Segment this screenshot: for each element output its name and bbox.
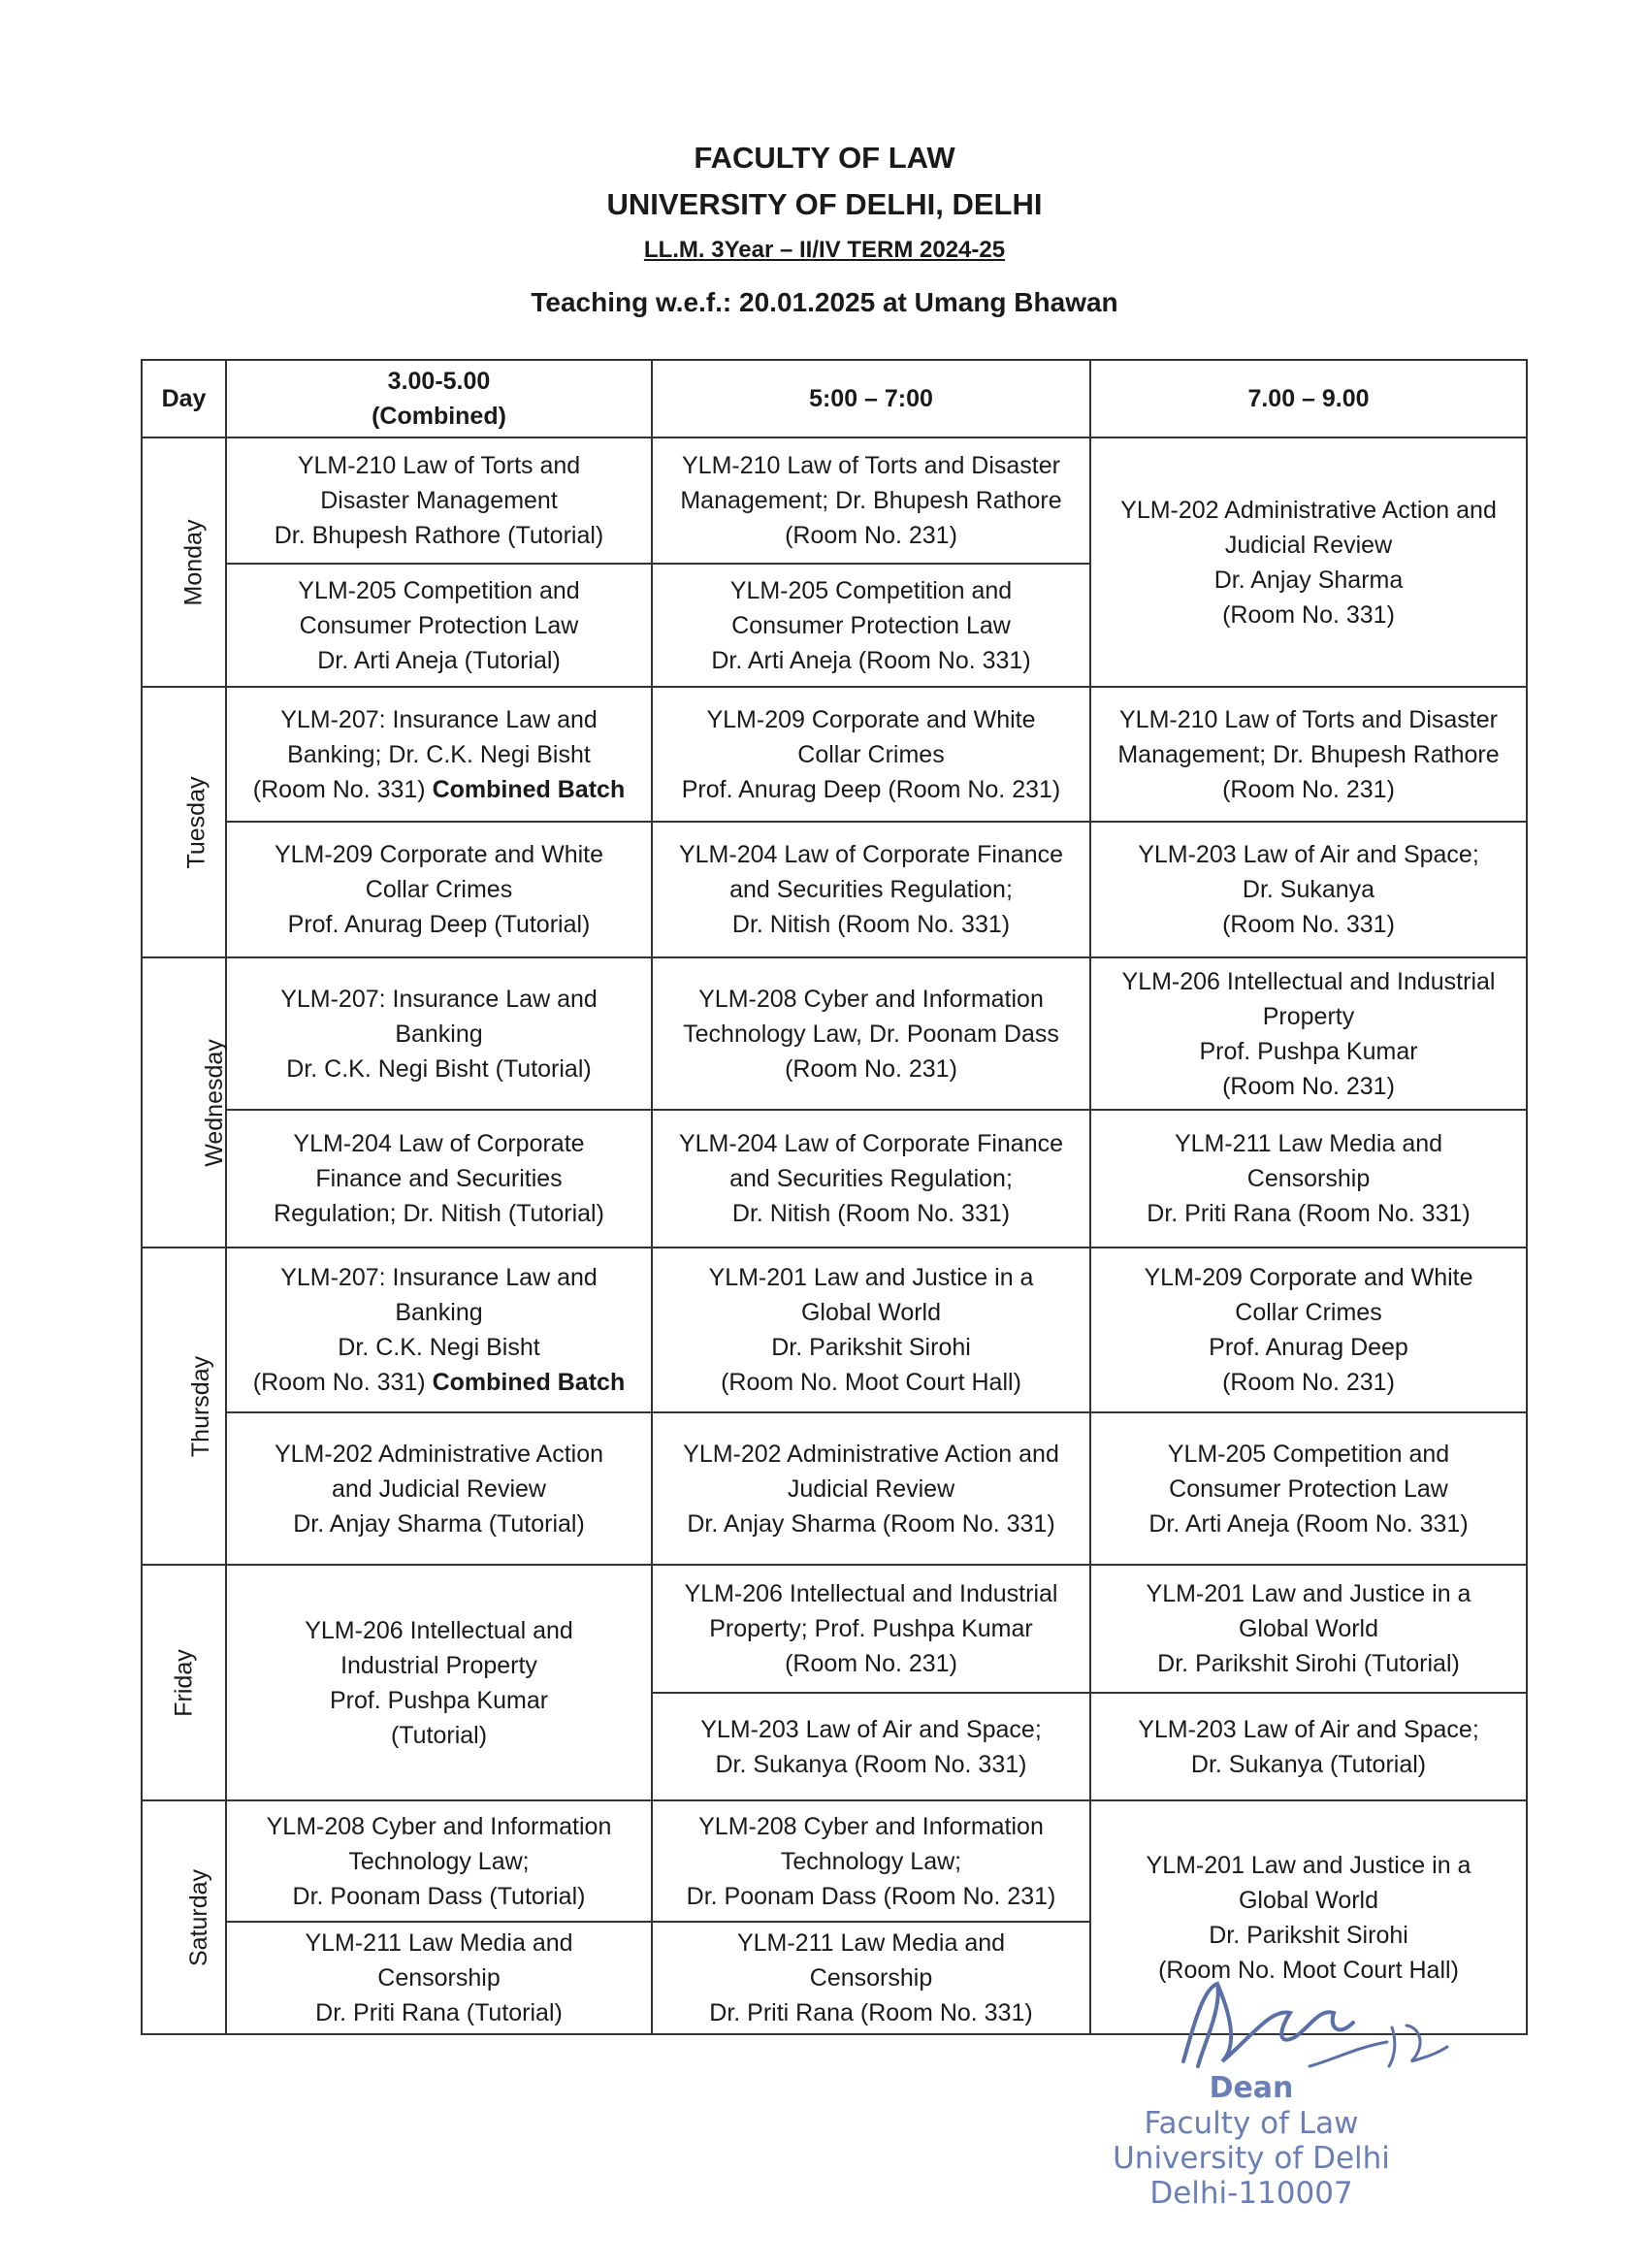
- cell-line: and Securities Regulation;: [729, 1165, 1013, 1192]
- cell: [1090, 437, 1527, 687]
- cell-line: (Room No. Moot Court Hall): [1158, 1956, 1459, 1984]
- cell: [652, 1922, 1090, 2034]
- slot1-time: 3.00-5.00: [387, 368, 491, 395]
- cell-line: YLM-202 Administrative Action and: [683, 1440, 1059, 1468]
- thursday-row-2: [142, 1412, 1527, 1565]
- day-thursday: Thursday: [142, 1247, 226, 1565]
- cell-line: Dr. Arti Aneja (Tutorial): [317, 646, 561, 674]
- cell-line: Technology Law, Dr. Poonam Dass: [683, 1020, 1059, 1048]
- cell: [652, 1800, 1090, 1922]
- cell-line: Consumer Protection Law: [1169, 1474, 1448, 1503]
- cell-line: YLM-211 Law Media and: [1174, 1130, 1443, 1157]
- combined-batch-label: Combined Batch: [432, 775, 626, 803]
- day-friday: Friday: [142, 1565, 226, 1800]
- cell-line: Collar Crimes: [797, 740, 945, 768]
- cell-line: Management; Dr. Bhupesh Rathore: [1117, 740, 1500, 768]
- cell-line: Finance and Securities: [315, 1165, 563, 1192]
- cell-line: YLM-205 Competition and: [729, 576, 1013, 604]
- cell-line: YLM-201 Law and Justice in a: [708, 1264, 1034, 1291]
- cell-line: Prof. Anurag Deep (Room No. 231): [681, 775, 1061, 803]
- cell-line: (Room No. 231): [785, 1650, 957, 1677]
- cell-line: (Room No. 231): [785, 1054, 957, 1083]
- tuesday-row-2: [142, 822, 1527, 957]
- cell-line: Prof. Anurag Deep: [1209, 1334, 1408, 1361]
- friday-row-1: [142, 1565, 1527, 1693]
- day-header: Day: [142, 360, 226, 437]
- cell-line: Dr. Nitish (Room No. 331): [731, 1200, 1011, 1227]
- cell-line: Dr. Nitish (Room No. 331): [731, 911, 1011, 938]
- cell-line: Technology Law;: [780, 1847, 962, 1875]
- cell-line: YLM-201 Law and Justice in a: [1146, 1851, 1471, 1879]
- cell-line: Dr. Poonam Dass (Tutorial): [292, 1882, 586, 1910]
- cell-line: YLM-205 Competition and: [298, 576, 580, 604]
- cell: [1090, 1247, 1527, 1412]
- cell: [652, 564, 1090, 687]
- cell-line: Industrial Property: [340, 1651, 537, 1679]
- cell-line: YLM-210 Law of Torts and Disaster: [681, 452, 1060, 479]
- cell-line: YLM-208 Cyber and Information: [698, 1812, 1044, 1840]
- cell-line: Dr. Priti Rana (Room No. 331): [709, 1999, 1033, 2026]
- cell-line: (Room No. 231): [1222, 775, 1395, 803]
- cell: [652, 437, 1090, 564]
- wednesday-row-2: [142, 1110, 1527, 1247]
- cell-line: YLM-209 Corporate and White: [1144, 1264, 1473, 1291]
- monday-row-1: [142, 437, 1527, 564]
- cell-line: YLM-208 Cyber and Information: [266, 1812, 612, 1840]
- teaching-date: Teaching w.e.f.: 20.01.2025 at Umang Bhawan: [531, 287, 1118, 317]
- cell-line: Global World: [1238, 1886, 1379, 1914]
- cell: YLM-207: Insurance Law and Banking; Dr. C.K. Negi Bisht (Room No. 331) Combined Batch: [226, 687, 652, 822]
- cell: [652, 1412, 1090, 1565]
- cell-line: YLM-206 Intellectual and Industrial: [1121, 967, 1496, 995]
- cell: [1090, 1693, 1527, 1800]
- cell-line: YLM-203 Law of Air and Space;: [1138, 1715, 1479, 1743]
- day-tuesday: Tuesday: [142, 687, 226, 957]
- slot1-note: (Combined): [372, 403, 506, 430]
- cell: [226, 822, 652, 957]
- cell: [1090, 1565, 1527, 1693]
- cell-line: Censorship: [809, 1964, 933, 1992]
- cell-line: Dr. Anjay Sharma (Tutorial): [293, 1509, 585, 1538]
- faculty-title: FACULTY OF LAW: [694, 141, 955, 175]
- cell-line: Global World: [1238, 1615, 1379, 1642]
- tuesday-row-1: [142, 687, 1527, 822]
- cell-line: YLM-203 Law of Air and Space;: [1138, 841, 1479, 868]
- cell-line: and Securities Regulation;: [729, 876, 1013, 903]
- cell-line: YLM-211 Law Media and: [305, 1929, 573, 1957]
- cell-line: (Room No. 231): [785, 522, 957, 549]
- cell-line: Dr. Priti Rana (Tutorial): [315, 1999, 563, 2026]
- day-monday: Monday: [142, 437, 226, 687]
- cell-line: YLM-210 Law of Torts and: [297, 452, 581, 479]
- cell-line: Property; Prof. Pushpa Kumar: [709, 1615, 1033, 1642]
- cell-line: YLM-204 Law of Corporate Finance: [678, 1130, 1064, 1157]
- cell-line: Dr. Sukanya: [1242, 876, 1375, 903]
- cell-line: Dr. Arti Aneja (Room No. 331): [711, 646, 1031, 674]
- signature-block: [1048, 1969, 1455, 2241]
- timetable: [141, 359, 1528, 2035]
- day-wednesday: Wednesday: [142, 957, 226, 1247]
- cell-line: (Tutorial): [390, 1721, 488, 1749]
- term-title: LL.M. 3Year – II/IV TERM 2024-25: [643, 237, 1006, 263]
- cell-line: YLM-209 Corporate and White: [274, 841, 604, 868]
- cell-line: (Room No. 331): [1222, 911, 1395, 938]
- cell-line: Management; Dr. Bhupesh Rathore: [680, 487, 1062, 514]
- cell: [1090, 687, 1527, 822]
- cell: [652, 1693, 1090, 1800]
- handwritten-signature: [1164, 1969, 1455, 2086]
- cell-line: YLM-207: Insurance Law and: [280, 985, 598, 1013]
- slot2-header: 5:00 – 7:00: [652, 360, 1090, 437]
- cell-line: (Room No. 331): [1222, 600, 1395, 629]
- cell-line: Dr. Bhupesh Rathore (Tutorial): [274, 522, 604, 549]
- cell-line: Dr. C.K. Negi Bisht (Tutorial): [286, 1054, 592, 1083]
- cell: [652, 687, 1090, 822]
- cell-line: Dr. Parikshit Sirohi: [771, 1334, 971, 1361]
- cell-line: Judicial Review: [787, 1474, 955, 1503]
- cell: [652, 1247, 1090, 1412]
- cell-line: Consumer Protection Law: [731, 611, 1011, 639]
- header-row: [142, 360, 1527, 437]
- cell-line: Collar Crimes: [365, 876, 513, 903]
- cell-line: YLM-204 Law of Corporate Finance: [678, 841, 1064, 868]
- cell-line: Consumer Protection Law: [299, 611, 579, 639]
- cell-line: YLM-202 Administrative Action: [274, 1440, 604, 1468]
- cell: [226, 1800, 652, 1922]
- cell-line: Dr. Sukanya (Room No. 331): [715, 1750, 1027, 1778]
- cell-line: Banking: [395, 1020, 483, 1048]
- cell: [226, 1412, 652, 1565]
- cell-line: Prof. Pushpa Kumar: [329, 1686, 549, 1714]
- cell: [652, 957, 1090, 1110]
- cell-line: Prof. Pushpa Kumar: [1199, 1037, 1418, 1065]
- cell-line: Censorship: [377, 1964, 501, 1992]
- cell-line: YLM-201 Law and Justice in a: [1146, 1580, 1471, 1607]
- cell-line: YLM-202 Administrative Action and: [1120, 496, 1497, 524]
- cell-line: Dr. Priti Rana (Room No. 331): [1147, 1200, 1471, 1227]
- cell: [1090, 822, 1527, 957]
- dean-stamp: Dean Faculty of Law University of Delhi Delhi-110007: [1113, 2071, 1390, 2211]
- cell-line: YLM-209 Corporate and White: [706, 705, 1036, 733]
- cell-line: Dr. Parikshit Sirohi (Tutorial): [1157, 1650, 1460, 1677]
- cell-line: (Room No. Moot Court Hall): [721, 1369, 1021, 1396]
- university-title: UNIVERSITY OF DELHI, DELHI: [606, 187, 1043, 221]
- saturday-row-1: [142, 1800, 1527, 1922]
- cell: [226, 1110, 652, 1247]
- cell-line: YLM-206 Intellectual and: [305, 1616, 573, 1644]
- cell-line: YLM-204 Law of Corporate: [293, 1130, 585, 1157]
- day-saturday: Saturday: [142, 1800, 226, 2034]
- cell-line: Dr. Parikshit Sirohi: [1209, 1921, 1408, 1949]
- cell-line: Judicial Review: [1224, 531, 1393, 559]
- cell-line: Prof. Anurag Deep (Tutorial): [287, 911, 591, 938]
- cell: [1090, 957, 1527, 1110]
- cell-line: YLM-206 Intellectual and Industrial: [684, 1580, 1058, 1607]
- cell: [226, 1565, 652, 1800]
- cell-line: YLM-203 Law of Air and Space;: [700, 1715, 1042, 1743]
- cell-line: Dr. Poonam Dass (Room No. 231): [686, 1882, 1056, 1910]
- cell: [226, 957, 652, 1110]
- cell: [652, 1565, 1090, 1693]
- cell-line: YLM-208 Cyber and Information: [698, 985, 1044, 1013]
- cell-line: Censorship: [1246, 1165, 1371, 1192]
- cell: [226, 1922, 652, 2034]
- cell: [1090, 1110, 1527, 1247]
- cell: [1090, 1412, 1527, 1565]
- cell-line: Collar Crimes: [1235, 1299, 1382, 1326]
- cell-line: (Room No. 231): [1222, 1072, 1395, 1100]
- cell-line: Dr. Anjay Sharma: [1213, 566, 1404, 594]
- cell: [226, 437, 652, 564]
- cell-line: YLM-211 Law Media and: [736, 1929, 1006, 1957]
- cell: [652, 822, 1090, 957]
- cell-line: YLM-210 Law of Torts and Disaster: [1118, 705, 1498, 733]
- slot1-header: [226, 360, 652, 437]
- cell-line: Property: [1262, 1002, 1355, 1030]
- cell-line: Dr. Sukanya (Tutorial): [1190, 1750, 1427, 1778]
- cell-line: and Judicial Review: [332, 1474, 546, 1503]
- slot3-header: 7.00 – 9.00: [1090, 360, 1527, 437]
- cell-line: Global World: [800, 1299, 942, 1326]
- cell-line: YLM-205 Competition and: [1167, 1440, 1450, 1468]
- cell-line: Disaster Management: [320, 487, 558, 514]
- cell-line: Dr. Anjay Sharma (Room No. 331): [687, 1509, 1055, 1538]
- wednesday-row-1: [142, 957, 1527, 1110]
- cell: [652, 1110, 1090, 1247]
- cell: [226, 564, 652, 687]
- cell: YLM-207: Insurance Law and Banking Dr. C.K. Negi Bisht (Room No. 331) Combined Batch: [226, 1247, 652, 1412]
- thursday-row-1: [142, 1247, 1527, 1412]
- combined-batch-label: Combined Batch: [432, 1369, 626, 1396]
- cell-line: Regulation; Dr. Nitish (Tutorial): [274, 1200, 604, 1227]
- cell-line: Dr. Arti Aneja (Room No. 331): [1148, 1509, 1469, 1538]
- cell-line: Technology Law;: [348, 1847, 530, 1875]
- cell-line: (Room No. 231): [1222, 1369, 1395, 1396]
